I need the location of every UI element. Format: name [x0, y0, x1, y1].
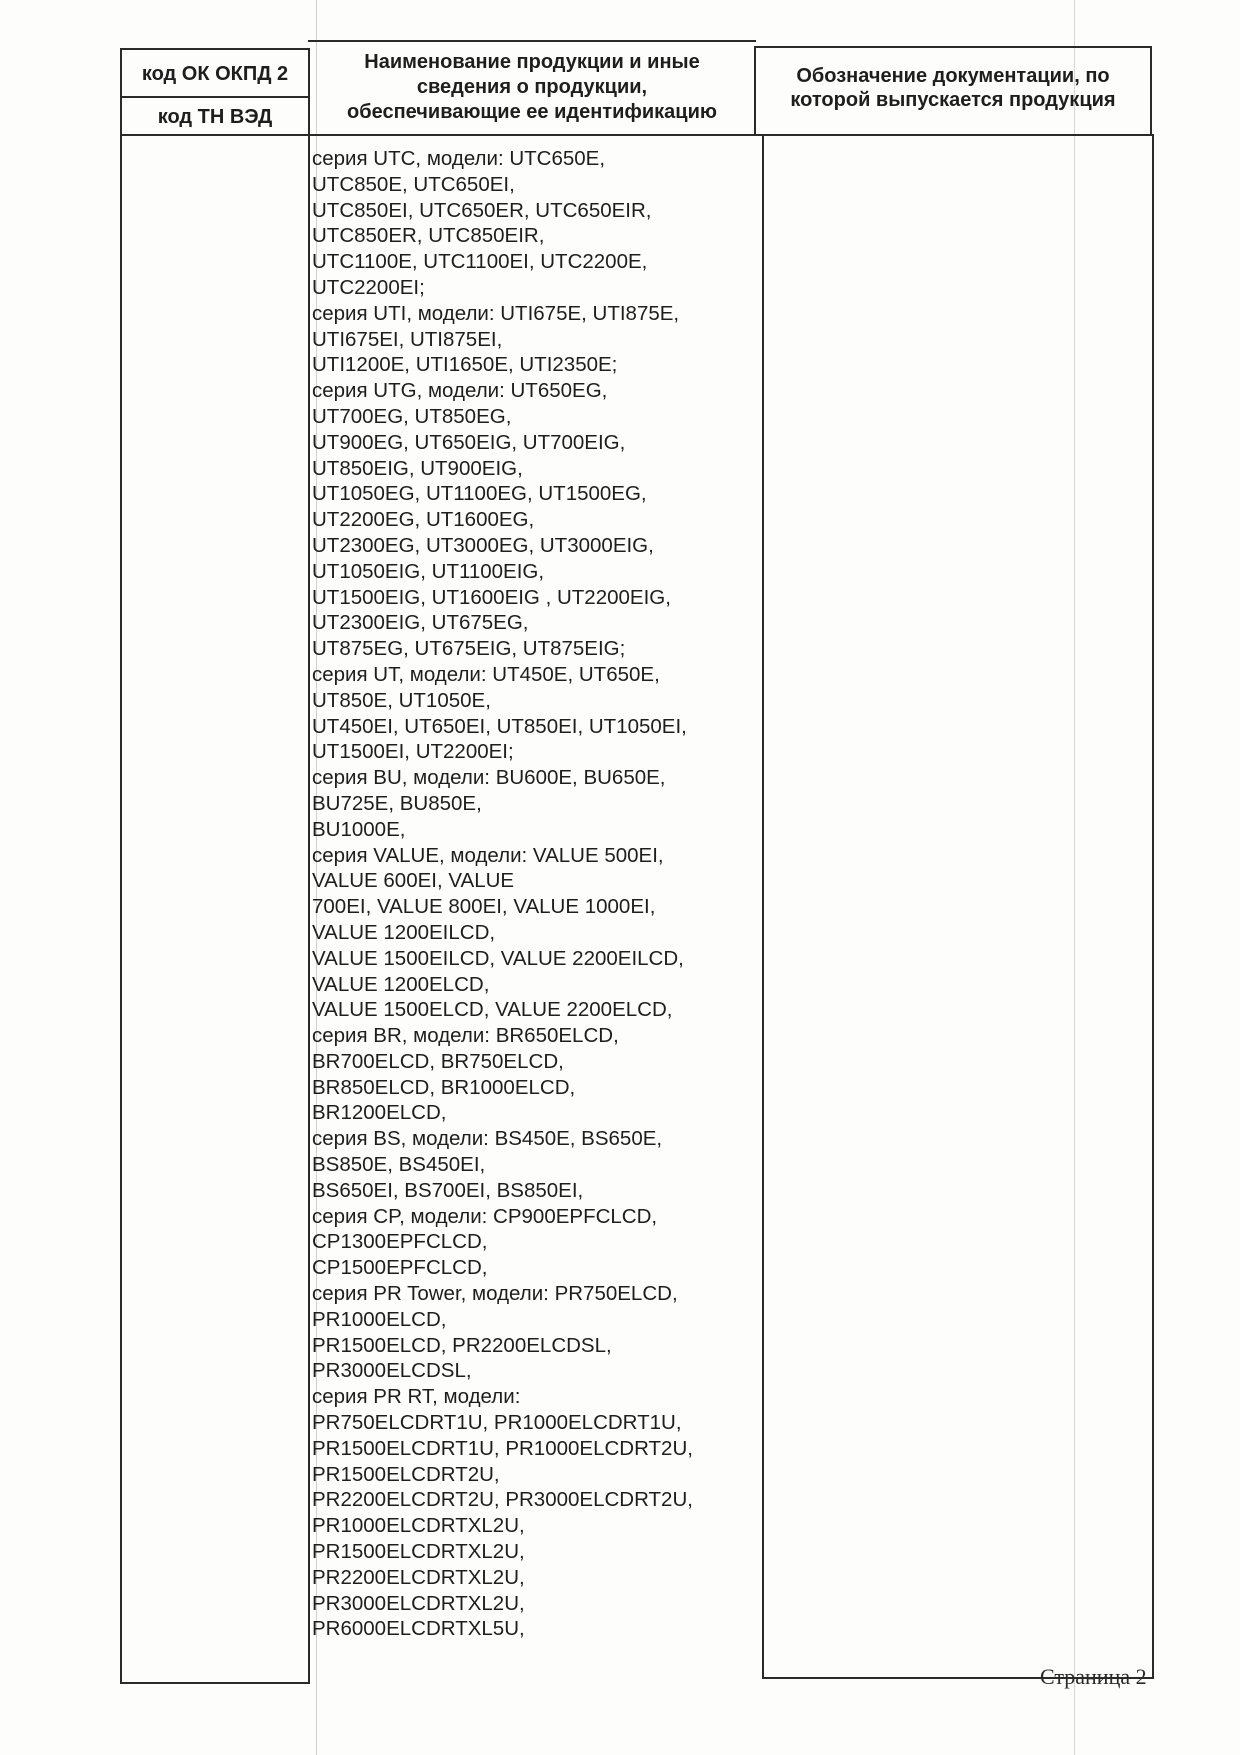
product-name-header-line: обеспечивающие ее идентификацию: [347, 101, 717, 123]
product-line: серия BR, модели: BR650ELCD,: [312, 1024, 619, 1048]
product-line: PR3000ELCDSL,: [312, 1359, 472, 1383]
product-line: UT2200EG, UT1600EG,: [312, 508, 535, 532]
product-line: VALUE 1200EILCD,: [312, 920, 496, 944]
documentation-header: [756, 64, 1150, 112]
product-line: PR1500ELCDRT2U,: [312, 1462, 500, 1486]
product-line: UT875EG, UT675EIG, UT875EIG;: [312, 637, 626, 661]
product-line: UT700EG, UT850EG,: [312, 404, 512, 428]
product-name-header: [308, 50, 756, 125]
documentation-header-cell: [754, 46, 1152, 136]
product-line: BR1200ELCD,: [312, 1101, 447, 1125]
product-line: VALUE 1500ELCD, VALUE 2200ELCD,: [312, 998, 673, 1022]
product-line: BR700ELCD, BR750ELCD,: [312, 1049, 564, 1073]
product-line: 700EI, VALUE 800EI, VALUE 1000EI,: [312, 895, 656, 919]
product-line: UT1500EI, UT2200EI;: [312, 740, 514, 764]
product-line: UTC850E, UTC650EI,: [312, 172, 515, 196]
product-line: серия UTI, модели: UTI675E, UTI875E,: [312, 301, 680, 325]
product-line: UTI1200E, UTI1650E, UTI2350E;: [312, 353, 618, 377]
product-line: серия UT, модели: UT450E, UT650E,: [312, 662, 660, 686]
product-line: UTC850EI, UTC650ER, UTC650EIR,: [312, 198, 652, 222]
product-line: BR850ELCD, BR1000ELCD,: [312, 1075, 576, 1099]
product-name-header-line: Наименование продукции и иные: [364, 51, 700, 73]
tnved-code-header-cell: [120, 96, 310, 136]
documentation-header-line: Обозначение документации, по: [796, 65, 1110, 87]
product-line: серия PR RT, модели:: [312, 1385, 521, 1409]
product-line: PR6000ELCDRTXL5U,: [312, 1617, 525, 1641]
tnved-code-header: код ТН ВЭД: [157, 106, 273, 128]
product-line: UT850EIG, UT900EIG,: [312, 456, 523, 480]
product-line: VALUE 1500EILCD, VALUE 2200EILCD,: [312, 946, 684, 970]
okpd-code-header: код ОК ОКПД 2: [141, 63, 289, 85]
product-name-header-cell: [308, 40, 756, 136]
product-line: серия UTG, модели: UT650EG,: [312, 379, 608, 403]
product-line: VALUE 600EI, VALUE: [312, 869, 515, 893]
product-line: серия BS, модели: BS450E, BS650E,: [312, 1127, 663, 1151]
product-line: серия UTC, модели: UTC650E,: [312, 147, 606, 170]
product-line: серия PR Tower, модели: PR750ELCD,: [312, 1282, 678, 1306]
product-list: [312, 146, 758, 1642]
product-line: PR1500ELCDRT1U, PR1000ELCDRT2U,: [312, 1436, 693, 1460]
product-line: UT1050EG, UT1100EG, UT1500EG,: [312, 482, 647, 506]
product-line: BU1000E,: [312, 817, 406, 841]
product-line: PR3000ELCDRTXL2U,: [312, 1591, 525, 1615]
documentation-header-line: которой выпускается продукция: [790, 89, 1116, 111]
product-line: CP1500EPFCLCD,: [312, 1256, 488, 1280]
product-line: UT2300EG, UT3000EG, UT3000EIG,: [312, 533, 654, 557]
product-line: PR2200ELCDRT2U, PR3000ELCDRT2U,: [312, 1488, 693, 1512]
product-line: PR2200ELCDRTXL2U,: [312, 1565, 525, 1589]
product-line: UT2300EIG, UT675EG,: [312, 611, 529, 635]
product-line: UTI675EI, UTI875EI,: [312, 327, 503, 351]
product-line: UT900EG, UT650EIG, UT700EIG,: [312, 430, 626, 454]
page-number: Страница 2: [1040, 1664, 1147, 1689]
product-line: PR1000ELCDRTXL2U,: [312, 1514, 525, 1538]
product-line: UTC2200EI;: [312, 275, 425, 299]
product-line: UTC1100E, UTC1100EI, UTC2200E,: [312, 250, 648, 274]
product-line: CP1300EPFCLCD,: [312, 1230, 488, 1254]
product-line: UT850E, UT1050E,: [312, 688, 491, 712]
product-line: серия VALUE, модели: VALUE 500EI,: [312, 843, 664, 867]
product-line: PR1000ELCD,: [312, 1307, 447, 1331]
product-line: серия CP, модели: CP900EPFCLCD,: [312, 1204, 658, 1228]
product-line: VALUE 1200ELCD,: [312, 972, 490, 996]
product-line: BS650EI, BS700EI, BS850EI,: [312, 1178, 584, 1202]
code-column-body: [120, 134, 310, 1684]
product-line: UT1050EIG, UT1100EIG,: [312, 559, 545, 583]
product-line: PR1500ELCD, PR2200ELCDSL,: [312, 1333, 612, 1357]
product-line: BS850E, BS450EI,: [312, 1153, 486, 1177]
product-line: BU725E, BU850E,: [312, 791, 482, 815]
product-line: UTC850ER, UTC850EIR,: [312, 224, 545, 248]
product-line: UT1500EIG, UT1600EIG , UT2200EIG,: [312, 585, 671, 609]
product-line: UT450EI, UT650EI, UT850EI, UT1050EI,: [312, 714, 687, 738]
product-line: PR1500ELCDRTXL2U,: [312, 1540, 525, 1564]
product-name-header-line: сведения о продукции,: [416, 76, 648, 98]
okpd-code-header-cell: [120, 48, 310, 98]
product-line: серия BU, модели: BU600E, BU650E,: [312, 766, 666, 790]
product-line: PR750ELCDRT1U, PR1000ELCDRT1U,: [312, 1411, 682, 1435]
documentation-column-body: [762, 134, 1154, 1679]
